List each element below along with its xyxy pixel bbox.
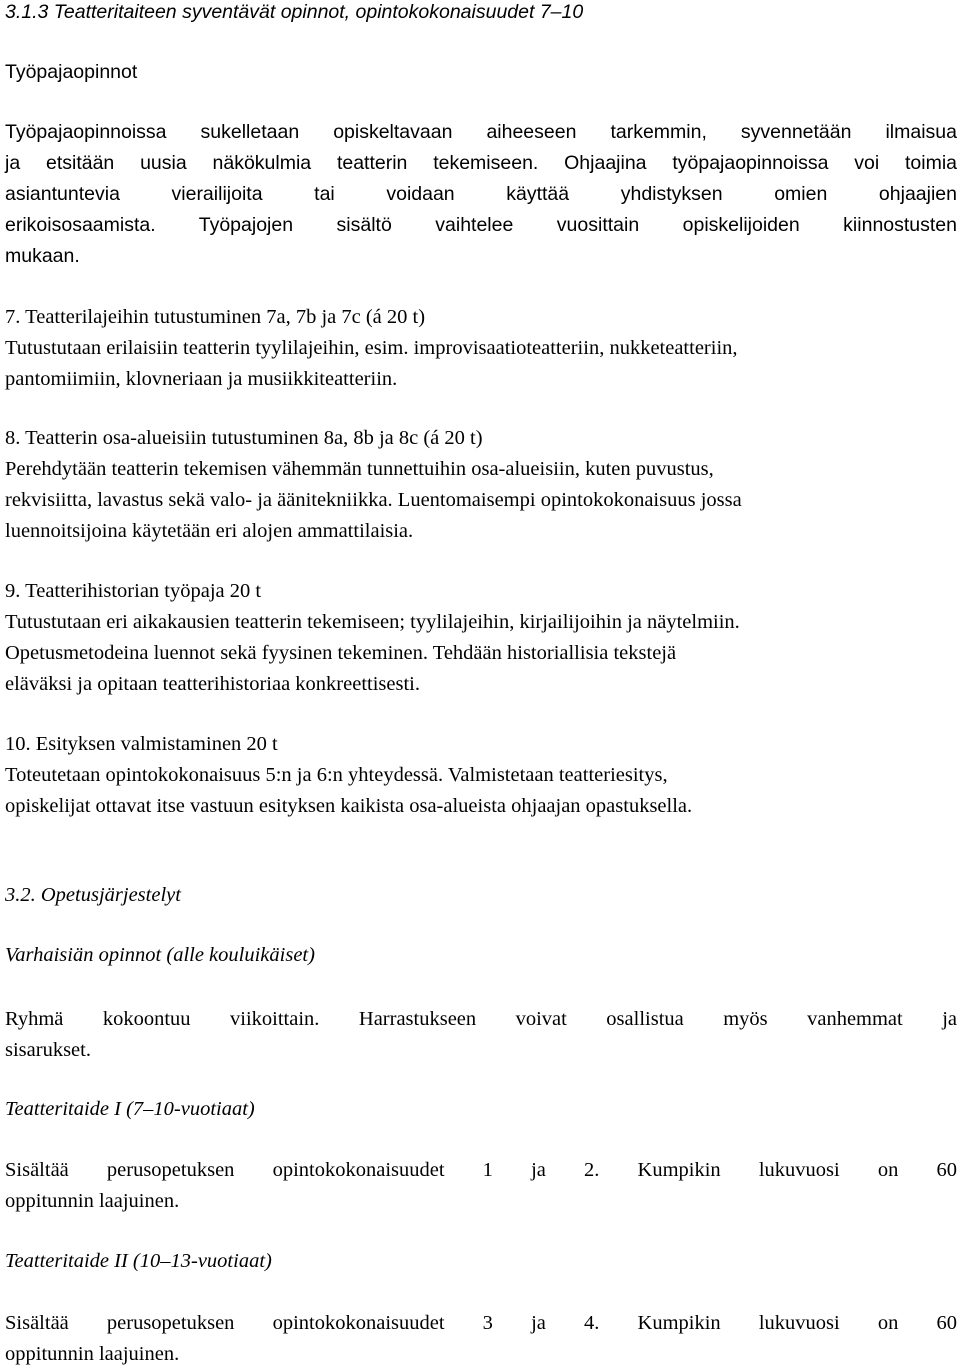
course-text-line: Perehdytään teatterin tekemisen vähemmän tunnettuihin osa-alueisiin, kuten puvustus, xyxy=(5,458,714,480)
group-text-line: sisarukset. xyxy=(5,1039,91,1061)
group-text-line: oppitunnin laajuinen. xyxy=(5,1343,180,1365)
course-7 xyxy=(5,302,957,395)
group-teatteritaide-1-text xyxy=(5,1155,957,1217)
subheading: Työpajaopinnot xyxy=(5,61,138,83)
group-varhaisia xyxy=(5,940,957,971)
course-title: 9. Teatterihistorian työpaja 20 t xyxy=(5,580,262,602)
heading-text: 3.1.3 Teatteritaiteen syventävät opinnot, opintokokonaisuudet 7–10 xyxy=(5,1,584,23)
paragraph-line: Työpajaopinnoissa sukelletaan opiskeltavaan aiheeseen tarkemmin, syvennetään ilmaisua xyxy=(5,121,957,143)
group-title: Teatteritaide II (10–13-vuotiaat) xyxy=(5,1250,272,1272)
group-text-line: Sisältää perusopetuksen opintokokonaisuudet 3 ja 4. Kumpikin lukuvuosi on 60 xyxy=(5,1312,957,1334)
paragraph-line: asiantuntevia vierailijoita tai voidaan käyttää yhdistyksen omien ohjaajien xyxy=(5,183,957,205)
course-text-line: pantomiimiin, klovneriaan ja musiikkiteatteriin. xyxy=(5,368,398,390)
paragraph-line: ja etsitään uusia näkökulmia teatterin tekemiseen. Ohjaajina työpajaopinnoissa voi toimia xyxy=(5,152,957,174)
heading-text: 3.2. Opetusjärjestelyt xyxy=(5,884,181,906)
course-text-line: eläväksi ja opitaan teatterihistoriaa konkreettisesti. xyxy=(5,673,420,695)
course-text-line: Tutustutaan eri aikakausien teatterin tekemiseen; tyylilajeihin, kirjailijoihin ja näytelmiin. xyxy=(5,611,740,633)
course-9 xyxy=(5,576,957,700)
course-text-line: Toteutetaan opintokokonaisuus 5:n ja 6:n yhteydessä. Valmistetaan teatteriesitys, xyxy=(5,764,668,786)
group-varhaisia-text xyxy=(5,1004,957,1066)
group-title: Teatteritaide I (7–10-vuotiaat) xyxy=(5,1098,255,1120)
tyopaja-title xyxy=(5,57,957,88)
paragraph-line: erikoisosaamista. Työpajojen sisältö vaihtelee vuosittain opiskelijoiden kiinnostusten xyxy=(5,214,957,236)
course-title: 10. Esityksen valmistaminen 20 t xyxy=(5,733,278,755)
group-teatteritaide-2 xyxy=(5,1246,957,1277)
group-text-line: oppitunnin laajuinen. xyxy=(5,1190,180,1212)
group-teatteritaide-2-text xyxy=(5,1308,957,1370)
course-text-line: luennoitsijoina käytetään eri alojen ammattilaisia. xyxy=(5,520,414,542)
course-8 xyxy=(5,423,957,547)
course-10 xyxy=(5,729,957,822)
course-text-line: opiskelijat ottavat itse vastuun esityksen kaikista osa-alueista ohjaajan opastuksella. xyxy=(5,795,693,817)
tyopaja-paragraph xyxy=(5,117,957,272)
course-text-line: rekvisiitta, lavastus sekä valo- ja äänitekniikka. Luentomaisempi opintokokonaisuus jossa xyxy=(5,489,742,511)
course-title: 8. Teatterin osa-alueisiin tutustuminen 8a, 8b ja 8c (á 20 t) xyxy=(5,427,483,449)
group-text-line: Sisältää perusopetuksen opintokokonaisuudet 1 ja 2. Kumpikin lukuvuosi on 60 xyxy=(5,1159,957,1181)
paragraph-line: mukaan. xyxy=(5,245,80,267)
course-text-line: Opetusmetodeina luennot sekä fyysinen tekeminen. Tehdään historiallisia tekstejä xyxy=(5,642,677,664)
course-text-line: Tutustutaan erilaisiin teatterin tyylilajeihin, esim. improvisaatioteatteriin, nukketeatteriin, xyxy=(5,337,738,359)
course-title: 7. Teatterilajeihin tutustuminen 7a, 7b ja 7c (á 20 t) xyxy=(5,306,426,328)
group-teatteritaide-1 xyxy=(5,1094,957,1125)
section-heading-3-2 xyxy=(5,880,957,911)
group-text-line: Ryhmä kokoontuu viikoittain. Harrastukseen voivat osallistua myös vanhemmat ja xyxy=(5,1008,957,1030)
section-heading-3-1-3 xyxy=(5,0,957,28)
group-title: Varhaisiän opinnot (alle kouluikäiset) xyxy=(5,944,315,966)
